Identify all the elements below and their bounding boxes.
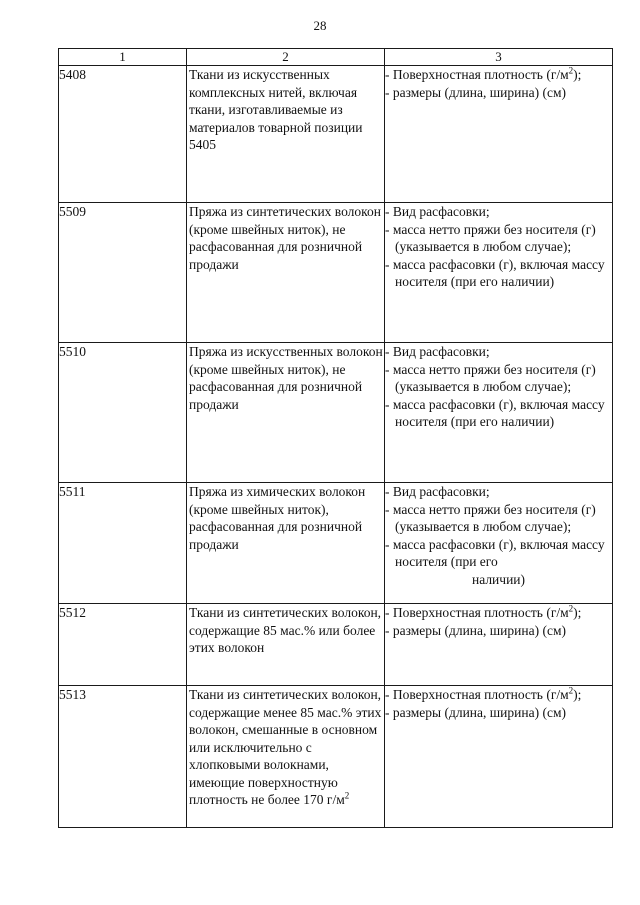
goods-description-text: Пряжа из искусственных волокон (кроме швейных ниток), не расфасованная для розничной продажи: [189, 344, 383, 412]
attribute-list: [385, 66, 613, 203]
goods-table: [58, 48, 613, 828]
attribute-item: - масса нетто пряжи без носителя (г) (указывается в любом случае);: [385, 501, 596, 534]
superscript: 2: [344, 790, 350, 801]
hs-code: 5511: [59, 483, 187, 604]
attribute-text-end: );: [573, 687, 582, 702]
attribute-item: [385, 686, 612, 704]
hs-code: 5408: [59, 66, 187, 203]
table-row: [59, 483, 613, 604]
table-row: [59, 604, 613, 686]
attribute-item: - размеры (длина, ширина) (см): [385, 704, 566, 720]
attribute-item: - Вид расфасовки;: [385, 484, 490, 499]
hs-code: 5512: [59, 604, 187, 686]
attribute-list: [385, 203, 613, 343]
table-row: [59, 203, 613, 343]
attribute-text: - Поверхностная плотность (г/м: [385, 67, 569, 82]
attribute-list: [385, 604, 613, 686]
goods-description: [187, 686, 385, 828]
page-number: 28: [313, 18, 327, 33]
attribute-item: - масса расфасовки (г), включая массу носителя (при его наличии): [385, 256, 605, 289]
attribute-item: - масса расфасовки (г), включая массу носителя (при его: [385, 536, 605, 569]
attribute-text: - Поверхностная плотность (г/м: [385, 605, 569, 620]
hs-code: 5509: [59, 203, 187, 343]
attribute-item: - Вид расфасовки;: [385, 204, 490, 219]
attribute-item: - размеры (длина, ширина) (см): [385, 622, 566, 638]
attribute-list: [385, 343, 613, 483]
goods-description: [187, 203, 385, 343]
goods-description: [187, 343, 385, 483]
goods-description-text: Ткани из синтетических волокон, содержащие 85 мас.% или более этих волокон: [189, 605, 382, 655]
goods-description-text: Пряжа из химических волокон (кроме швейных ниток), расфасованная для розничной продажи: [189, 484, 366, 552]
hs-code: 5513: [59, 686, 187, 828]
goods-description: [187, 483, 385, 604]
attribute-text-end: );: [573, 67, 582, 82]
attribute-item: - размеры (длина, ширина) (см): [385, 84, 566, 100]
table-row: [59, 66, 613, 203]
attribute-item-continuation: наличии): [471, 571, 526, 587]
goods-description-main: Ткани из синтетических волокон, содержащие менее 85 мас.% этих волокон, смешанные в основном или исключительно с хлопковыми волокнами, имеющие поверхностную плотность не более 170 г/м: [189, 687, 382, 807]
superscript: 2: [568, 685, 574, 696]
goods-description: [187, 66, 385, 203]
attribute-item: - масса расфасовки (г), включая массу носителя (при его наличии): [385, 396, 605, 429]
goods-description-text: Пряжа из синтетических волокон (кроме швейных ниток), не расфасованная для розничной продажи: [189, 204, 381, 272]
hs-code: 5510: [59, 343, 187, 483]
attribute-text-end: );: [573, 605, 582, 620]
attribute-list: [385, 483, 613, 604]
goods-description-text: [187, 686, 384, 809]
attribute-item: [385, 66, 612, 84]
header-col-2: 2: [187, 49, 385, 66]
goods-description: [187, 604, 385, 686]
table-row: [59, 686, 613, 828]
superscript: 2: [568, 603, 574, 614]
header-col-1: 1: [59, 49, 187, 66]
attribute-list: [385, 686, 613, 828]
attribute-item: - Вид расфасовки;: [385, 344, 490, 359]
attribute-item: - масса нетто пряжи без носителя (г) (указывается в любом случае);: [385, 361, 596, 394]
attribute-text: - Поверхностная плотность (г/м: [385, 687, 569, 702]
table-header: [59, 49, 613, 66]
attribute-item: [385, 604, 612, 622]
goods-description-text: Ткани из искусственных комплексных нитей, включая ткани, изготавливаемые из материалов товарной позиции 5405: [189, 67, 363, 152]
attribute-item: - масса нетто пряжи без носителя (г) (указывается в любом случае);: [385, 221, 596, 254]
superscript: 2: [568, 65, 574, 76]
header-col-3: 3: [385, 49, 613, 66]
table-row: [59, 343, 613, 483]
